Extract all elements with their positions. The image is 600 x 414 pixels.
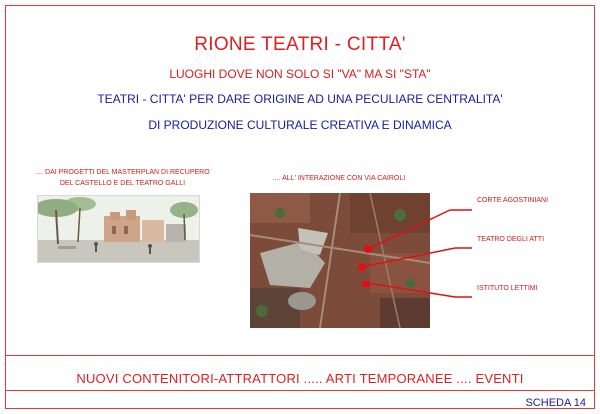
divider-top [5,355,595,356]
label-istituto-lettimi: ISTITUTO LETTIMI [477,285,538,292]
right-caption: .... ALL' INTERAZIONE CON VIA CAIROLI [272,175,406,182]
divider-bottom [5,390,595,391]
bottom-line: NUOVI CONTENITORI-ATTRATTORI ..... ARTI TEMPORANEE .... EVENTI [76,371,524,386]
page-title: RIONE TEATRI - CITTA' [194,34,406,55]
subtitle-blue-2: DI PRODUZIONE CULTURALE CREATIVA E DINAMICA [148,118,452,132]
label-corte-agostiniani: CORTE AGOSTINIANI [477,197,549,204]
sheet-label: SCHEDA 14 [525,397,586,409]
subtitle-blue-1: TEATRI - CITTA' PER DARE ORIGINE AD UNA PECULIARE CENTRALITA' [97,92,503,106]
left-caption-2: DEL CASTELLO E DEL TEATRO GALLI [59,180,186,187]
left-caption-1: .... DAI PROGETTI DEL MASTERPLAN DI RECUPERO [35,169,210,176]
label-teatro-degli-atti: TEATRO DEGLI ATTI [477,236,545,243]
subtitle-red: LUOGHI DOVE NON SOLO SI "VA" MA SI "STA" [169,67,431,81]
